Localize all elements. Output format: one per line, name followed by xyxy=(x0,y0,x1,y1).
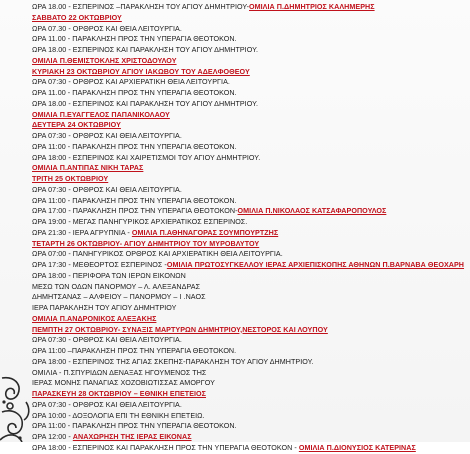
schedule-text: ΩΡΑ 12:00 - xyxy=(32,432,73,441)
schedule-text: ΩΡΑ 19:00 - ΜΕΓΑΣ ΠΑΝΗΓΥΡΙΚΟΣ ΑΡΧΙΕΡΑΤΙΚΟΣ ΕΣΠΕΡΙΝΟΣ. xyxy=(32,217,248,226)
schedule-heading xyxy=(32,239,466,250)
schedule-entry xyxy=(32,153,466,164)
schedule-text: ΣΑΒΒΑΤΟ 22 ΟΚΤΩΒΡΙΟΥ xyxy=(32,12,122,22)
schedule-text: ΟΜΙΛΙΑ Π.ΕΥΑΓΓΕΛΟΣ ΠΑΠΑΝΙΚΟΛΑΟΥ xyxy=(32,109,170,119)
schedule-text: ΜΕΣΩ ΤΩΝ ΟΔΩΝ ΠΑΝΟΡΜΟΥ – Λ. ΑΛΕΞΑΝΔΡΑΣ xyxy=(32,281,201,291)
schedule-text: ΙΕΡΑΣ ΜΟΝΗΣ ΠΑΝΑΓΙΑΣ ΧΟΖΟΒΙΩΤΙΣΣΑΣ ΑΜΟΡΓΟΥ xyxy=(32,378,215,388)
schedule-entry xyxy=(32,335,466,346)
schedule-text: ΩΡΑ 11:00 - ΠΑΡΑΚΛΗΣΗ ΠΡΟΣ ΤΗΝ ΥΠΕΡΑΓΙΑ ΘΕΟΤΟΚΟΝ. xyxy=(32,421,237,431)
sermon-highlight: ΑΝΑΧΩΡΗΣΗ ΤΗΣ ΙΕΡΑΣ ΕΙΚΟΝΑΣ xyxy=(72,432,192,441)
schedule-text: ΩΡΑ 11:00 - ΠΑΡΑΚΛΗΣΗ ΠΡΟΣ ΤΗΝ ΥΠΕΡΑΓΙΑ ΘΕΟΤΟΚΟΝ. xyxy=(32,195,237,205)
schedule-text: ΟΜΙΛΙΑ Π.ΑΝΔΡΟΝΙΚΟΣ ΑΛΕΞΑΚΗΣ xyxy=(32,313,157,323)
schedule-heading xyxy=(32,110,466,121)
schedule-text: ΩΡΑ 17:30 - ΜΕΘΕΟΡΤΟΣ ΕΣΠΕΡΙΝΟΣ - xyxy=(32,260,167,269)
schedule-text: ΩΡΑ 10:00 - ΔΟΞΟΛΟΓΙΑ ΕΠΙ ΤΗ ΕΘΝΙΚΗ ΕΠΕΤΕΙΩ. xyxy=(32,410,205,420)
schedule-entry xyxy=(32,303,466,314)
schedule-entry xyxy=(32,24,466,35)
schedule-entry xyxy=(32,45,466,56)
schedule-text: ΩΡΑ 18.00 - ΕΣΠΕΡΙΝΟΣ ΚΑΙ ΠΑΡΑΚΛΗΣΗ ΤΟΥ ΑΓΙΟΥ ΔΗΜΗΤΡΙΟΥ. xyxy=(32,45,259,54)
schedule-text: ΩΡΑ 11.00 - ΠΑΡΑΚΛΗΣΗ ΠΡΟΣ ΤΗΝ ΥΠΕΡΑΓΙΑ ΘΕΟΤΟΚΟΝ. xyxy=(32,34,237,44)
schedule-entry xyxy=(32,196,466,207)
schedule-entry xyxy=(32,99,466,110)
decorative-ornament-icon xyxy=(0,372,34,442)
schedule-text: ΩΡΑ 18.00 - ΕΣΠΕΡΙΝΟΣ ΚΑΙ ΠΑΡΑΚΛΗΣΗ ΤΟΥ ΑΓΙΟΥ ΔΗΜΗΤΡΙΟΥ. xyxy=(32,98,259,108)
schedule-text: ΩΡΑ 07:00 - ΠΑΝΗΓΥΡΙΚΟΣ ΟΡΘΡΟΣ ΚΑΙ ΑΡΧΙΕΡΑΤΙΚΗ ΘΕΙΑ ΛΕΙΤΟΥΡΓΙΑ. xyxy=(32,249,283,259)
schedule-entry xyxy=(32,260,466,271)
schedule-text: ΔΕΥΤΕΡΑ 24 ΟΚΤΩΒΡΙΟΥ xyxy=(32,120,121,130)
schedule-heading xyxy=(32,13,466,24)
schedule-text: ΩΡΑ 17:00 - ΠΑΡΑΚΛΗΣΗ ΠΡΟΣ ΤΗΝ ΥΠΕΡΑΓΙΑ ΘΕΟΤΟΚΟΝ- xyxy=(32,206,238,216)
schedule-entry xyxy=(32,292,466,303)
schedule-entry xyxy=(32,206,466,217)
schedule-text: ΩΡΑ 18:00 - ΕΣΠΕΡΙΝΟΣ ΚΑΙ ΧΑΙΡΕΤΙΣΜΟΙ ΤΟΥ ΑΓΙΟΥ ΔΗΜΗΤΡΙΟΥ. xyxy=(32,152,261,162)
schedule-list xyxy=(32,2,468,454)
schedule-text: ΩΡΑ 07:30 - ΟΡΘΡΟΣ ΚΑΙ ΑΡΧΙΕΡΑΤΙΚΗ ΘΕΙΑ ΛΕΙΤΟΥΡΓΙΑ. xyxy=(32,77,230,87)
schedule-entry xyxy=(32,432,466,443)
schedule-entry xyxy=(32,421,466,432)
schedule-entry xyxy=(32,378,466,389)
schedule-text: ΙΕΡΑ ΠΑΡΑΚΛΗΣΗ ΤΟΥ ΑΓΙΟΥ ΔΗΜΗΤΡΙΟΥ xyxy=(32,303,177,312)
schedule-text: ΩΡΑ 07:30 - ΟΡΘΡΟΣ ΚΑΙ ΘΕΙΑ ΛΕΙΤΟΥΡΓΙΑ. xyxy=(32,184,182,194)
schedule-entry xyxy=(32,249,466,260)
schedule-entry xyxy=(32,131,466,142)
schedule-entry xyxy=(32,77,466,88)
schedule-heading xyxy=(32,325,466,336)
schedule-text: ΩΡΑ 07:30 - ΟΡΘΡΟΣ ΚΑΙ ΘΕΙΑ ΛΕΙΤΟΥΡΓΙΑ. xyxy=(32,335,182,345)
schedule-heading xyxy=(32,67,466,78)
schedule-text: ΩΡΑ 07:30 - ΟΡΘΡΟΣ ΚΑΙ ΘΕΙΑ ΛΕΙΤΟΥΡΓΙΑ. xyxy=(32,399,182,409)
schedule-text: ΟΜΙΛΙΑ Π.ΑΝΤΙΠΑΣ ΝΙΚΗ ΤΑΡΑΣ xyxy=(32,163,144,173)
schedule-text: ΩΡΑ 07:30 - ΟΡΘΡΟΣ ΚΑΙ ΘΕΙΑ ΛΕΙΤΟΥΡΓΙΑ. xyxy=(32,131,182,140)
sermon-highlight: ΟΜΙΛΙΑ Π.ΑΘΗΝΑΓΟΡΑΣ ΣΟΥΜΠΟΥΡΤΖΗΣ xyxy=(131,227,279,237)
schedule-entry xyxy=(32,34,466,45)
sermon-highlight: ΟΜΙΛΙΑ Π.ΔΙΟΝΥΣΙΟΣ ΚΑΤΕΡΙΝΑΣ xyxy=(298,442,416,452)
schedule-entry xyxy=(32,88,466,99)
schedule-entry xyxy=(32,400,466,411)
schedule-text: ΩΡΑ 11:00 - ΠΑΡΑΚΛΗΣΗ ΠΡΟΣ ΤΗΝ ΥΠΕΡΑΓΙΑ ΘΕΟΤΟΚΟΝ. xyxy=(32,141,237,151)
schedule-heading xyxy=(32,120,466,131)
schedule-text: ΩΡΑ 18:00 - ΠΕΡΙΦΟΡΑ ΤΩΝ ΙΕΡΩΝ ΕΙΚΟΝΩΝ xyxy=(32,270,186,280)
sermon-highlight: ΟΜΙΛΙΑ Π.ΔΗΜΗΤΡΙΟΣ ΚΑΛΗΜΕΡΗΣ xyxy=(249,2,375,11)
schedule-text: ΤΡΙΤΗ 25 ΟΚΤΩΒΡΙΟΥ xyxy=(32,174,109,183)
schedule-heading xyxy=(32,163,466,174)
schedule-entry xyxy=(32,368,466,379)
schedule-text: ΟΜΙΛΙΑ - Π.ΣΠΥΡΙΔΩΝ ΔΕΝΑΞΑΣ ΗΓΟΥΜΕΝΟΣ ΤΗΣ xyxy=(32,367,207,377)
schedule-text: ΔΗΜΗΤΣΑΝΑΣ – ΑΛΦΕΙΟΥ – ΠΑΝΟΡΜΟΥ – Ι .ΝΑΟΣ xyxy=(32,292,206,302)
schedule-heading xyxy=(32,174,466,185)
schedule-text: ΩΡΑ 21:30 - ΙΕΡΑ ΑΓΡΥΠΝΙΑ - xyxy=(32,227,132,237)
schedule-text: ΤΕΤΑΡΤΗ 26 ΟΚΤΩΒΡΙΟΥ- ΑΓΙΟΥ ΔΗΜΗΤΡΙΟΥ ΤΟΥ ΜΥΡΟΒΛΥΤΟΥ xyxy=(32,238,260,248)
schedule-entry xyxy=(32,2,466,13)
schedule-entry xyxy=(32,142,466,153)
sermon-highlight: ΟΜΙΛΙΑ ΠΡΩΤΟΣΥΓΚΕΛΛΟΥ ΙΕΡΑΣ ΑΡΧΙΕΠΙΣΚΟΠΗΣ ΑΘΗΝΩΝ Π.ΒΑΡΝΑΒΑ ΘΕΟΧΑΡΗ xyxy=(166,260,465,269)
schedule-heading xyxy=(32,389,466,400)
schedule-text: ΟΜΙΛΙΑ Π.ΘΕΜΙΣΤΟΚΛΗΣ ΧΡΙΣΤΟΔΟΥΛΟΥ xyxy=(32,55,177,65)
schedule-entry xyxy=(32,346,466,357)
schedule-text: ΠΕΜΠΤΗ 27 ΟΚΤΩΒΡΙΟΥ- ΣΥΝΑΞΙΣ ΜΑΡΤΥΡΩΝ ΔΗΜΗΤΡΙΟΥ,ΝΕΣΤΟΡΟΣ ΚΑΙ ΛΟΥΠΟΥ xyxy=(32,324,328,334)
schedule-text: ΩΡΑ 18.00 - ΕΣΠΕΡΙΝΟΣ –ΠΑΡΑΚΛΗΣΗ ΤΟΥ ΑΓΙΟΥ ΔΗΜΗΤΡΙΟΥ- xyxy=(32,2,250,11)
schedule-entry xyxy=(32,411,466,422)
schedule-text: ΩΡΑ 11.00 - ΠΑΡΑΚΛΗΣΗ ΠΡΟΣ ΤΗΝ ΥΠΕΡΑΓΙΑ ΘΕΟΤΟΚΟΝ. xyxy=(32,88,237,97)
schedule-heading xyxy=(32,314,466,325)
schedule-entry xyxy=(32,217,466,228)
schedule-entry xyxy=(32,271,466,282)
schedule-text: ΩΡΑ 18:00 - ΕΣΠΕΡΙΝΟΣ ΤΗΣ ΑΓΙΑΣ ΣΚΕΠΗΣ-ΠΑΡΑΚΛΗΣΗ ΤΟΥ ΑΓΙΟΥ ΔΗΜΗΤΡΙΟΥ. xyxy=(32,356,314,366)
schedule-text: ΩΡΑ 11:00 –ΠΑΡΑΚΛΗΣΗ ΠΡΟΣ ΤΗΝ ΥΠΕΡΑΓΙΑ ΘΕΟΤΟΚΟΝ. xyxy=(32,346,237,355)
schedule-heading xyxy=(32,56,466,67)
sermon-highlight: ΟΜΙΛΙΑ Π.ΝΙΚΟΛΑΟΣ ΚΑΤΣΑΦΑΡΟΠΟΥΛΟΣ xyxy=(237,206,387,216)
schedule-entry xyxy=(32,443,466,454)
schedule-entry xyxy=(32,282,466,293)
schedule-text: ΠΑΡΑΣΚΕΥΗ 28 ΟΚΤΩΒΡΙΟΥ – ΕΘΝΙΚΗ ΕΠΕΤΕΙΟΣ xyxy=(32,389,207,398)
schedule-text: ΩΡΑ 07.30 - ΟΡΘΡΟΣ ΚΑΙ ΘΕΙΑ ΛΕΙΤΟΥΡΓΙΑ. xyxy=(32,23,182,33)
schedule-text: ΚΥΡΙΑΚΗ 23 ΟΚΤΩΒΡΙΟΥ ΑΓΙΟΥ ΙΑΚΩΒΟΥ ΤΟΥ ΑΔΕΛΦΟΘΕΟΥ xyxy=(32,66,250,76)
schedule-entry xyxy=(32,228,466,239)
schedule-entry xyxy=(32,357,466,368)
schedule-text: ΩΡΑ 18:00 - ΕΣΠΕΡΙΝΟΣ ΚΑΙ ΠΑΡΑΚΛΗΣΗ ΠΡΟΣ ΤΗΝ ΥΠΕΡΑΓΙΑ ΘΕΟΤΟΚΟΝ - xyxy=(32,442,299,452)
schedule-entry xyxy=(32,185,466,196)
